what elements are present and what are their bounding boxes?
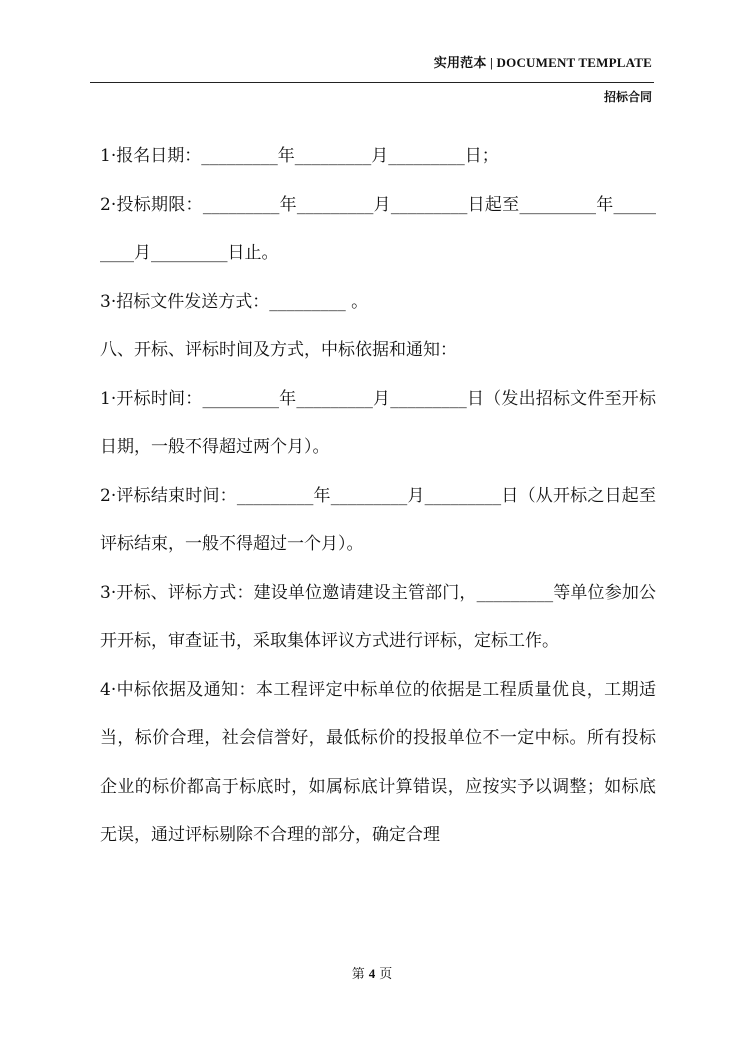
document-body bbox=[100, 132, 656, 860]
paragraph-evaluation-method: 3·开标、评标方式：建设单位邀请建设主管部门，_________等单位参加公开开标，审查证书，采取集体评议方式进行评标，定标工作。 bbox=[100, 582, 656, 651]
document-type-label: 招标合同 bbox=[603, 90, 652, 104]
document-header-title: 实用范本 | DOCUMENT TEMPLATE bbox=[433, 55, 652, 70]
page-number: 4 bbox=[368, 966, 376, 981]
paragraph-opening-time: 1·开标时间：_________年_________月_________日（发出招标文件至开标日期，一般不得超过两个月）。 bbox=[100, 388, 656, 457]
paragraph-evaluation-end: 2·评标结束时间：_________年_________月_________日（从开标之日起至评标结束，一般不得超过一个月）。 bbox=[100, 485, 656, 554]
page-suffix: 页 bbox=[379, 967, 393, 982]
paragraph-award-basis: 4·中标依据及通知：本工程评定中标单位的依据是工程质量优良，工期适当，标价合理，社会信誉好，最低标价的投报单位不一定中标。所有投标企业的标价都高于标底时，如属标底计算错误，应按实予以调整；如标底无误，通过评标剔除不合理的部分，确定合理 bbox=[100, 679, 656, 845]
page-prefix: 第 bbox=[351, 967, 365, 982]
paragraph-bid-period: 2·投标期限：_________年_________月_________日起至_________年_________月_________日止。 bbox=[100, 194, 656, 263]
page-footer bbox=[0, 963, 744, 982]
section-heading-bid-opening: 八、开标、评标时间及方式，中标依据和通知： bbox=[100, 340, 457, 360]
paragraph-registration-date: 1·报名日期：_________年_________月_________日； bbox=[100, 146, 499, 166]
paragraph-tender-delivery: 3·招标文件发送方式：_________ 。 bbox=[100, 291, 369, 312]
header-divider bbox=[90, 82, 654, 83]
